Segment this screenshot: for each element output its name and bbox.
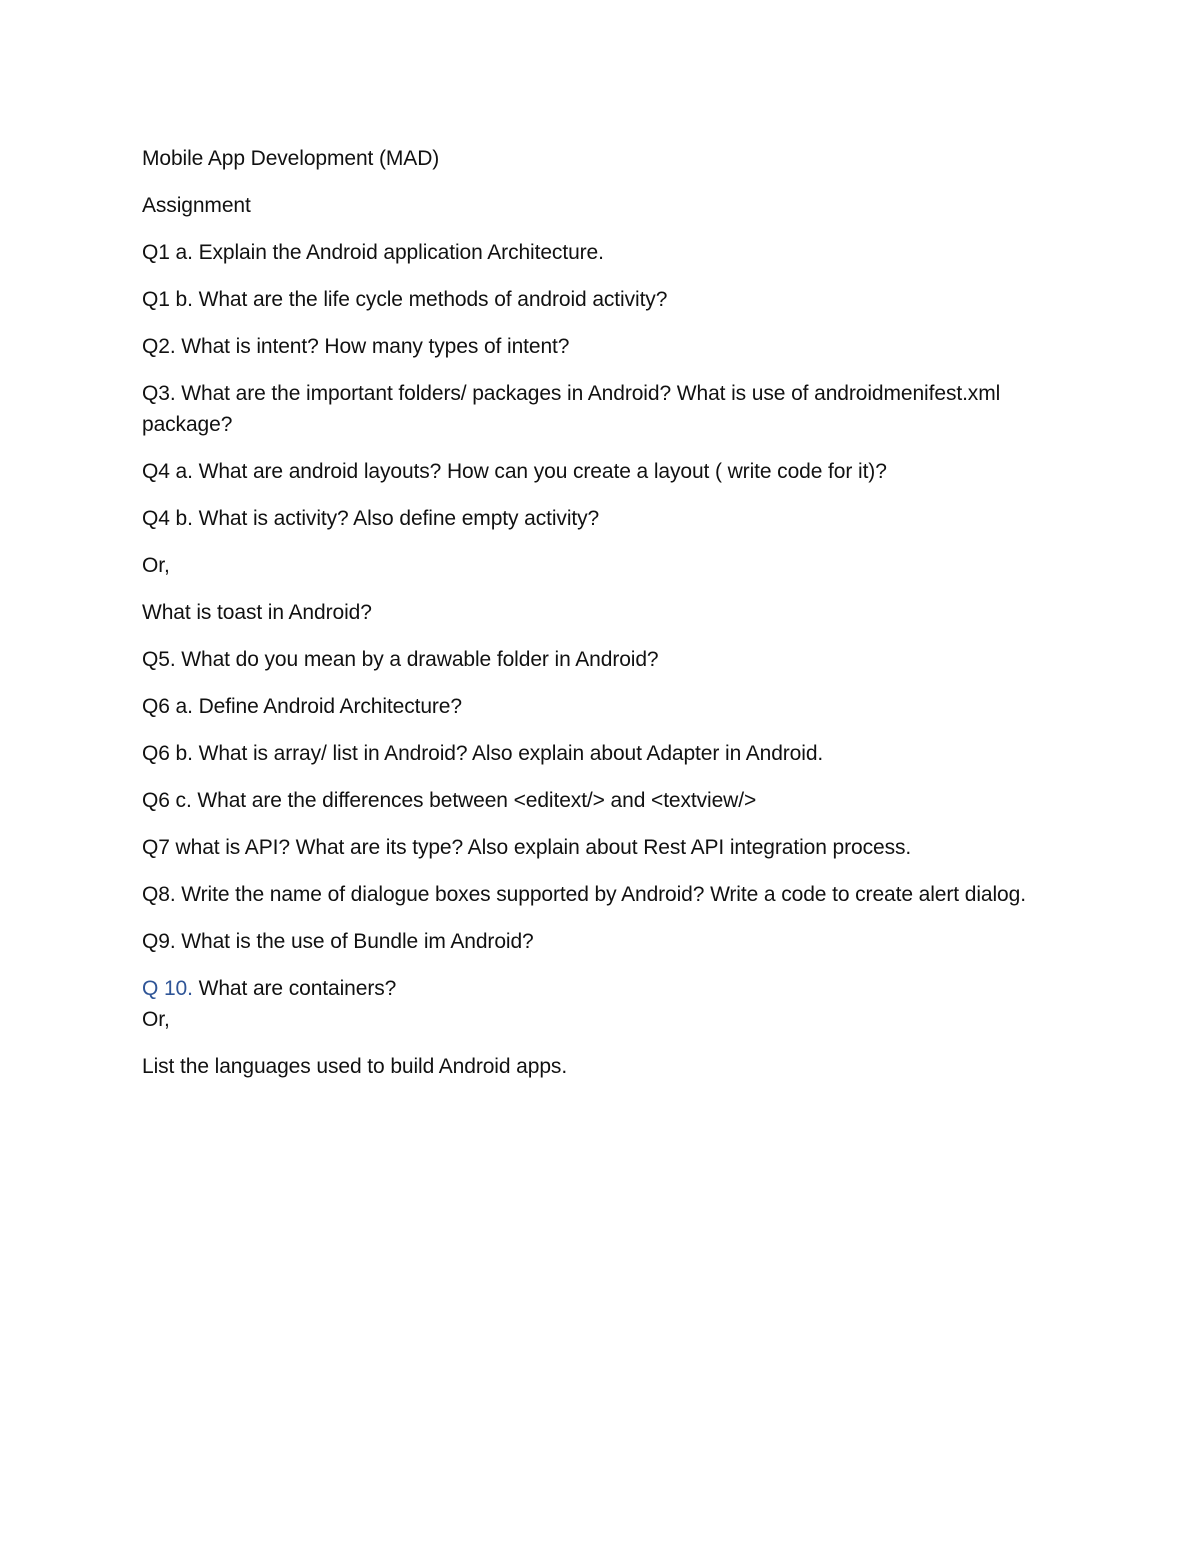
question-q7: Q7 what is API? What are its type? Also explain about Rest API integration process. <box>142 836 912 859</box>
question-q9: Q9. What is the use of Bundle im Android? <box>142 930 534 953</box>
question-q5: Q5. What do you mean by a drawable folder in Android? <box>142 648 659 671</box>
question-q6b: Q6 b. What is array/ list in Android? Also explain about Adapter in Android. <box>142 742 824 765</box>
document-body <box>142 143 1072 1098</box>
question-q8: Q8. Write the name of dialogue boxes supported by Android? Write a code to create alert dialog. <box>142 883 1026 906</box>
document-title: Mobile App Development (MAD) <box>142 147 440 170</box>
question-q2: Q2. What is intent? How many types of intent? <box>142 335 570 358</box>
question-q4a: Q4 a. What are android layouts? How can you create a layout ( write code for it)? <box>142 460 887 483</box>
question-q6c: Q6 c. What are the differences between <editext/> and <textview/> <box>142 789 757 812</box>
question-q6a: Q6 a. Define Android Architecture? <box>142 695 462 718</box>
question-q1b: Q1 b. What are the life cycle methods of android activity? <box>142 288 668 311</box>
or-separator-1: Or, <box>142 554 170 577</box>
question-q10-number: Q 10. <box>142 977 193 1000</box>
question-q3: Q3. What are the important folders/ packages in Android? What is use of androidmenifest.xml package? <box>142 382 1001 436</box>
question-q1a: Q1 a. Explain the Android application Architecture. <box>142 241 604 264</box>
question-q10-alternative: List the languages used to build Android apps. <box>142 1055 568 1078</box>
question-q4b-alternative: What is toast in Android? <box>142 601 372 624</box>
question-q10-text: What are containers? <box>192 977 397 1000</box>
question-q10 <box>142 973 1072 1004</box>
document-subtitle: Assignment <box>142 194 251 217</box>
or-separator-2: Or, <box>142 1008 170 1031</box>
question-q4b: Q4 b. What is activity? Also define empty activity? <box>142 507 600 530</box>
